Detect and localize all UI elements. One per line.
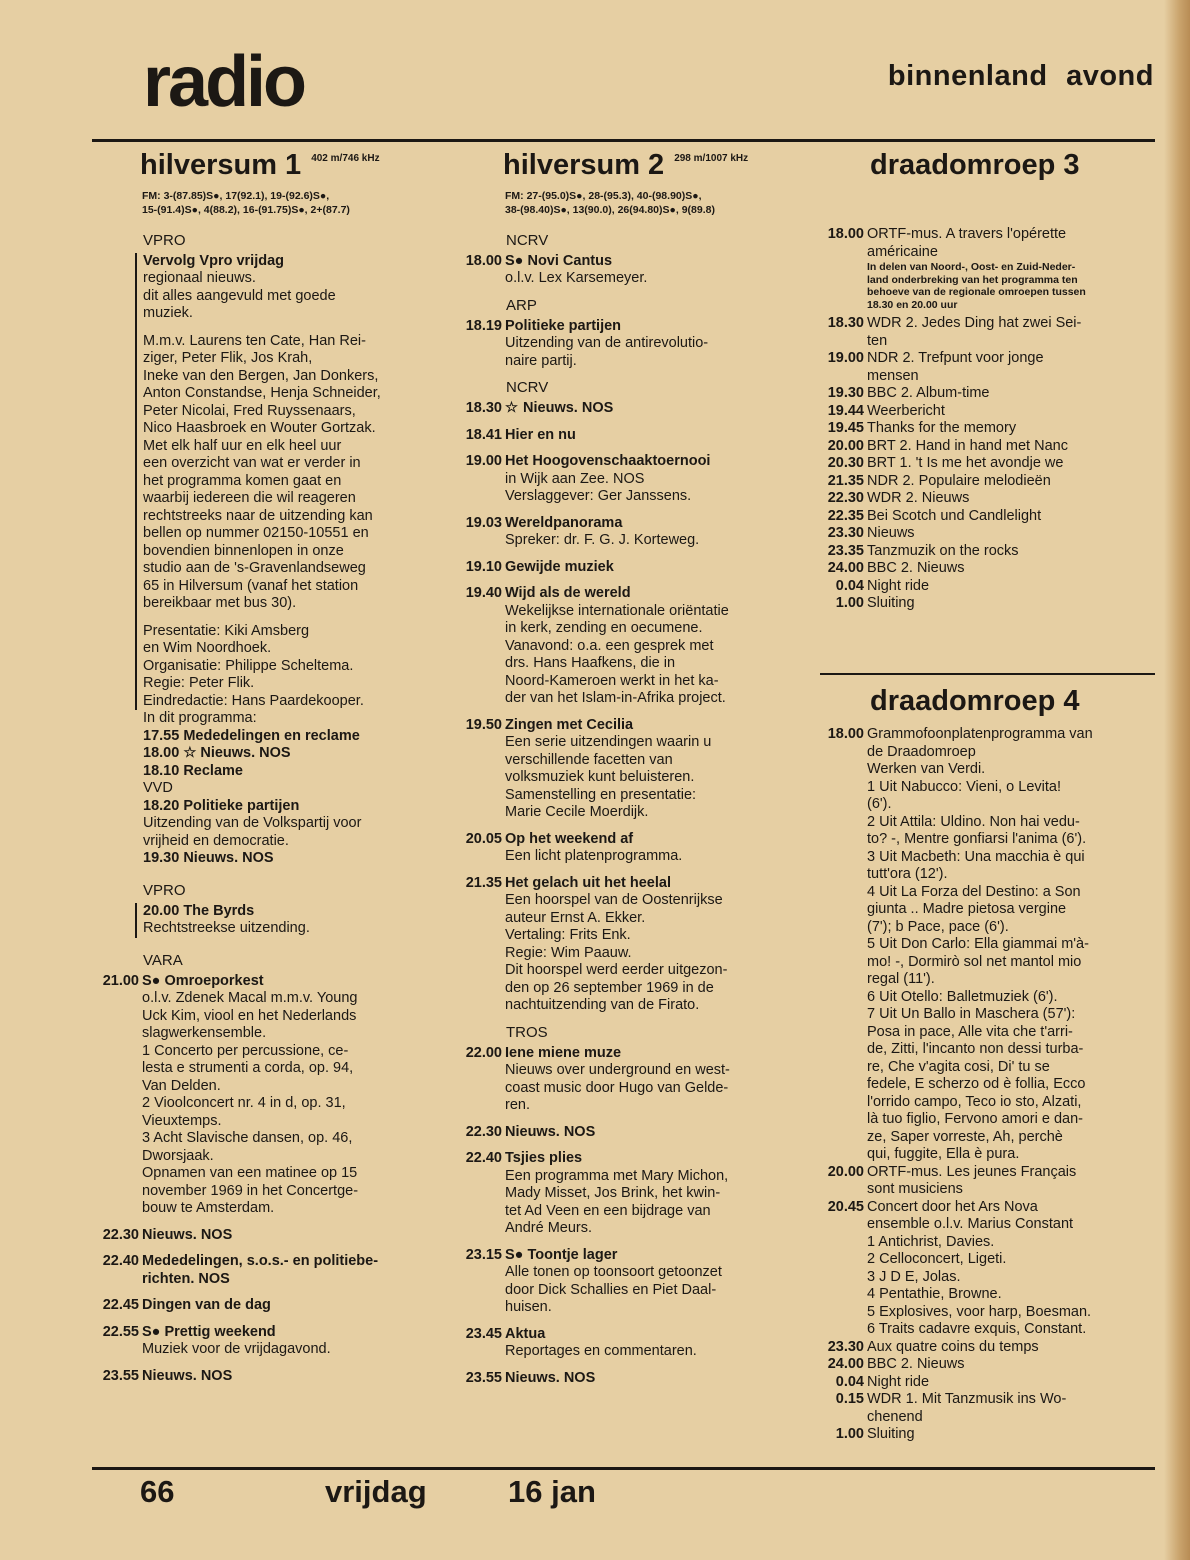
program-description: ORTF-mus. Les jeunes Français sont musiciens [867, 1163, 1077, 1198]
station-name: draadomroep 4 [870, 685, 1080, 717]
schedule-row [815, 473, 1160, 491]
sub-item: 18.20 Politieke partijen [143, 797, 300, 814]
program-description: Tanzmuzik on the rocks [867, 542, 1019, 559]
program-title: Hier en nu [505, 426, 576, 443]
spacer [815, 180, 1160, 226]
program-title: Het gelach uit het heelal [505, 874, 671, 891]
program-time: 18.41 [465, 426, 502, 443]
program-entry [453, 1247, 783, 1317]
program-time: 1.00 [835, 595, 864, 612]
program-time: 23.35 [827, 542, 864, 559]
spacer [143, 323, 440, 333]
program-entry [90, 1297, 440, 1315]
program-entry [453, 515, 783, 550]
program-time: 19.10 [465, 558, 502, 575]
schedule-row [815, 560, 1160, 578]
program-description: Night ride [867, 577, 930, 594]
fm-line: 15-(91.4)S●, 4(88.2), 16-(91.75)S●, 2+(87.7) [142, 204, 350, 217]
station-name: draadomroep 3 [870, 149, 1080, 181]
program-description: BBC 2. Nieuws [867, 560, 965, 577]
program-entry [90, 1227, 440, 1245]
program-time: 18.30 [827, 315, 864, 332]
program-time: 0.15 [835, 1391, 864, 1408]
program-title: Aktua [505, 1325, 546, 1342]
program-description: Bei Scotch und Candlelight [867, 507, 1042, 524]
broadcaster-label: ARP [506, 296, 537, 314]
station-frequency: 298 m/1007 kHz [674, 153, 749, 164]
program-entry [453, 253, 783, 288]
program-time: 23.55 [102, 1367, 139, 1384]
program-time: 22.30 [465, 1123, 502, 1140]
program-time: 19.45 [827, 420, 864, 437]
stereo-icon: S● [142, 972, 161, 989]
program-entry [815, 350, 1160, 385]
program-title: Nieuws. NOS [505, 1369, 596, 1386]
program-description: Een licht platenprogramma. [505, 848, 683, 865]
program-entry [815, 226, 1160, 311]
program-time: 23.55 [465, 1369, 502, 1386]
program-time: 0.04 [835, 1373, 864, 1390]
program-description: Nieuws over underground en west- coast music door Hugo van Gelde- ren. [505, 1062, 730, 1114]
stereo-icon: S● [505, 252, 524, 269]
d3-schedule-list [815, 385, 1160, 613]
station-header [503, 150, 783, 180]
section-title: binnenland avond [887, 60, 1154, 92]
station-frequency: 402 m/746 kHz [311, 153, 380, 164]
column-draadomroep-3 [815, 150, 1160, 613]
program-credits: Presentatie: Kiki Amsberg en Wim Noordhoek. Organisatie: Philippe Scheltema. Regie: Peter Flik. Eindredactie: Hans Paardekooper. [143, 622, 364, 709]
program-time: 24.00 [827, 560, 864, 577]
program-description: Alle tonen op toonsoort getoonzet door Dick Schallies en Piet Daal- huisen. [505, 1264, 722, 1316]
program-description: Een hoorspel van de Oostenrijkse auteur Ernst A. Ekker. Vertaling: Frits Enk. Regie: Wim Paauw. Dit hoorspel werd eerder uitgezon- den op 26 september 1969 in de nachtuitzending van de Firato. [505, 892, 728, 1014]
byrds-block [135, 903, 440, 938]
broadcaster-label: TROS [506, 1023, 548, 1041]
program-title: Het Hoogovenschaaktoernooi [505, 453, 711, 470]
station-header [140, 150, 440, 180]
bottom-rule [92, 1467, 1155, 1470]
program-time: 19.44 [827, 402, 864, 419]
program-time: 21.35 [827, 472, 864, 489]
program-entry [453, 1150, 783, 1238]
program-description: BRT 1. 't Is me het avondje we [867, 455, 1064, 472]
program-title: Nieuws. NOS [523, 400, 614, 417]
broadcaster-label: NCRV [506, 379, 549, 397]
program-entry [453, 559, 783, 577]
fm-line: FM: 3-(87.85)S●, 17(92.1), 19-(92.6)S●, [142, 190, 330, 203]
program-title: 20.00 The Byrds [143, 902, 255, 919]
program-entry [453, 1326, 783, 1361]
program-time: 22.35 [827, 507, 864, 524]
program-entry [815, 315, 1160, 350]
news-star-icon: ☆ [505, 400, 518, 417]
program-entry [453, 717, 783, 822]
program-entry [453, 585, 783, 708]
program-description: o.l.v. Zdenek Macal m.m.v. Young Uck Kim, viool en het Nederlands slagwerkensemble. 1 Concerto per percussione, ce- lesta e strumenti a corda, op. 94, Van Delden. 2 Vioolconcert nr. 4 in d, op. 31, Vieuxtemps. 3 Acht Slavische dansen, op. 46, Dworsjaak. Opnamen van een matinee op 15 november 1969 in het Concertge- bouw te Amsterdam. [142, 990, 359, 1217]
program-entry [453, 875, 783, 1015]
program-entry [90, 973, 440, 1218]
program-title: Op het weekend af [505, 830, 634, 847]
sub-heading: In dit programma: [143, 710, 257, 727]
program-description: WDR 1. Mit Tanzmusik ins Wo- chenend [867, 1391, 1067, 1425]
program-description: Thanks for the memory [867, 420, 1017, 437]
program-time: 18.00 [827, 726, 864, 743]
program-description: Muziek voor de vrijdagavond. [142, 1341, 331, 1358]
program-title: Mededelingen, s.o.s.- en politiebe- richten. NOS [142, 1253, 379, 1287]
schedule-row [815, 595, 1160, 613]
sub-item: 17.55 Mededelingen en reclame [143, 727, 360, 744]
program-time: 0.04 [835, 577, 864, 594]
program-description: Night ride [867, 1373, 930, 1390]
program-entry [453, 1045, 783, 1115]
program-description: Uitzending van de antirevolutio- naire partij. [505, 335, 709, 369]
program-description: WDR 2. Nieuws [867, 490, 970, 507]
program-title: Wereldpanorama [505, 514, 623, 531]
broadcaster-label: VPRO [143, 231, 186, 249]
schedule-row [815, 1339, 1160, 1357]
program-entry [90, 1324, 440, 1359]
program-time: 20.00 [827, 1163, 864, 1180]
column-draadomroep-4 [815, 686, 1160, 1444]
program-time: 19.40 [465, 585, 502, 602]
schedule-row [815, 1374, 1160, 1392]
schedule-row [815, 1391, 1160, 1426]
program-time: 24.00 [827, 1356, 864, 1373]
program-time: 20.45 [827, 1198, 864, 1215]
program-time: 19.03 [465, 514, 502, 531]
masthead: radio [143, 42, 305, 122]
program-description: Aux quatre coins du temps [867, 1338, 1039, 1355]
program-title: Omroeporkest [164, 972, 264, 989]
program-time: 19.30 [827, 385, 864, 402]
page-edge [1164, 0, 1190, 1560]
program-time: 20.00 [827, 437, 864, 454]
program-title: Zingen met Cecilia [505, 716, 634, 733]
d4-schedule-list [815, 726, 1160, 1444]
program-time: 22.45 [102, 1297, 139, 1314]
program-time: 22.40 [102, 1253, 139, 1270]
spacer [815, 716, 1160, 726]
program-entry [453, 453, 783, 506]
program-entry [453, 400, 783, 418]
program-title: Politieke partijen [505, 317, 622, 334]
program-entry [453, 831, 783, 866]
program-time: 21.35 [465, 874, 502, 891]
broadcaster-label: NCRV [506, 231, 549, 249]
schedule-row [815, 1199, 1160, 1339]
program-note: In delen van Noord-, Oost- en Zuid-Neder- land onderbreking van het programma ten behoeve van de regionale omroepen tussen 18.30 en 20.00 uur [867, 261, 1086, 311]
program-time: 18.19 [465, 317, 502, 334]
schedule-row [815, 1426, 1160, 1444]
top-rule [92, 139, 1155, 142]
program-description: in Wijk aan Zee. NOS Verslaggever: Ger Janssens. [505, 470, 692, 505]
station-name: hilversum 2 [503, 149, 665, 181]
fm-line: 38-(98.40)S●, 13(90.0), 26(94.80)S●, 9(89.8) [505, 204, 715, 217]
schedule-row [815, 455, 1160, 473]
sub-item: 18.10 Reclame [143, 762, 243, 779]
station-name: hilversum 1 [140, 149, 302, 181]
program-title: Gewijde muziek [505, 558, 614, 575]
column-hilversum-2 [453, 150, 783, 1396]
footer-date: 16 jan [508, 1474, 596, 1509]
footer-day: vrijdag [325, 1474, 427, 1509]
program-description: Weerbericht [867, 402, 945, 419]
program-description: BBC 2. Nieuws [867, 1356, 965, 1373]
schedule-row [815, 438, 1160, 456]
program-description: Sluiting [867, 595, 915, 612]
program-description: NDR 2. Populaire melodieën [867, 472, 1051, 489]
program-title: Iene miene muze [505, 1044, 622, 1061]
schedule-row [815, 420, 1160, 438]
schedule-row [815, 1356, 1160, 1374]
program-description: Nieuws [867, 525, 915, 542]
program-description: Een serie uitzendingen waarin u verschillende facetten van volksmuziek kunt beluisteren. Samenstelling en presentatie: Marie Cecile Moerdijk. [505, 734, 712, 821]
schedule-row [815, 726, 1160, 1164]
program-time: 23.30 [827, 525, 864, 542]
program-description: Sluiting [867, 1426, 915, 1443]
program-title: Tsjies plies [505, 1150, 583, 1167]
schedule-row [815, 403, 1160, 421]
program-credits: M.m.v. Laurens ten Cate, Han Rei- ziger, Peter Flik, Jos Krah, Ineke van den Bergen, Jan Donkers, Anton Constandse, Henja Schneider, Peter Nicolai, Fred Ruyssenaars, Nico Haasbroek en Wouter Gortzak. Met elk half uur en elk heel uur een overzicht van wat er verder in het programma komen gaat en waarbij iedereen die wil reageren rechtstreeks naar de uitzending kan bellen op nummer 02150-10551 en bovendien binnenlopen in onze studio aan de 's-Gravenlandseweg 65 in Hilversum (vanaf het station bereikbaar met bus 30). [143, 332, 381, 612]
schedule-row [815, 508, 1160, 526]
program-time: 22.00 [465, 1044, 502, 1061]
program-time: 18.00 [465, 252, 502, 269]
program-time: 19.50 [465, 716, 502, 733]
program-time: 22.40 [465, 1150, 502, 1167]
program-title: Toontje lager [527, 1246, 618, 1263]
program-description: regionaal nieuws. dit alles aangevuld met goede muziek. [143, 270, 336, 322]
program-description: Rechtstreekse uitzending. [143, 920, 310, 937]
schedule-row [815, 578, 1160, 596]
schedule-row [815, 525, 1160, 543]
program-description: Grammofoonplatenprogramma van de Draadomroep Werken van Verdi. 1 Uit Nabucco: Vieni, o Levita! (6'). 2 Uit Attila: Uldino. Non hai vedu- to? -, Mentre gonfiarsi l'anima (6'). 3 Uit Macbeth: Una macchia è qui tutt'ora (12'). 4 Uit La Forza del Destino: a Son giunta .. Madre pietosa vergine (7'); b Pace, pace (6'). 5 Uit Don Carlo: Ella giammai m'à- mo! -, Dormirò sol net mantol mio regal (11'). 6 Uit Otello: Balletmuziek (6'). 7 Uit Un Ballo in Maschera (57'): Posa in pace, Alle vita che t'arri- de, Zitti, l'incanto non dessi turba- re, Che v'agita cosi, Di' tu se fedele, E scherzo od è follia, Ecco l'orrido campo, Teco io sto, Alzati, là tuo figlio, Fervono amori e dan- ze, Saper vorreste, Ah, perchè qui, fuggite, Ella è pura. [867, 726, 1093, 1163]
program-description: o.l.v. Lex Karsemeyer. [505, 270, 648, 287]
program-entry [453, 1124, 783, 1142]
sub-item: 18.00 ☆ Nieuws. NOS [143, 745, 291, 762]
program-description: Spreker: dr. F. G. J. Korteweg. [505, 532, 700, 549]
program-time: 20.05 [465, 830, 502, 847]
schedule-row [815, 385, 1160, 403]
sub-programs [143, 710, 440, 868]
program-time: 20.30 [827, 455, 864, 472]
spacer [143, 613, 440, 623]
program-time: 23.15 [465, 1246, 502, 1263]
program-time: 22.55 [102, 1323, 139, 1340]
program-title: Nieuws. NOS [142, 1226, 233, 1243]
program-time: 18.00 [827, 226, 864, 243]
program-description: Concert door het Ars Nova ensemble o.l.v. Marius Constant 1 Antichrist, Davies. 2 Celloconcert, Ligeti. 3 J D E, Jolas. 4 Pentathie, Browne. 5 Explosives, voor harp, Boesman. 6 Traits cadavre exquis, Constant. [867, 1198, 1092, 1338]
program-description: Wekelijkse internationale oriëntatie in kerk, zending en oecumene. Vanavond: o.a. een gesprek met drs. Hans Haafkens, die in Noord-Kameroen werkt in het ka- der van het Islam-in-Afrika project. [505, 602, 729, 707]
program-description: Een programma met Mary Michon, Mady Misset, Jos Brink, het kwin- tet Ad Veen en een bijdrage van André Meurs. [505, 1167, 729, 1237]
program-time: 1.00 [835, 1426, 864, 1443]
program-title: Wijd als de wereld [505, 585, 631, 602]
program-entry [453, 318, 783, 371]
program-description: BRT 2. Hand in hand met Nanc [867, 437, 1068, 454]
program-title: Vervolg Vpro vrijdag [143, 252, 285, 269]
program-time: 23.30 [827, 1338, 864, 1355]
program-title: Prettig weekend [164, 1323, 276, 1340]
program-description: Uitzending van de Volkspartij voor vrijheid en democratie. [143, 815, 362, 849]
schedule-row [815, 1164, 1160, 1199]
program-title: Novi Cantus [527, 252, 613, 269]
fm-line: FM: 27-(95.0)S●, 28-(95.3), 40-(98.90)S●, [505, 190, 702, 203]
vpro-block [135, 253, 440, 711]
program-description: NDR 2. Trefpunt voor jonge mensen [867, 350, 1044, 384]
program-title: Nieuws. NOS [142, 1367, 233, 1384]
schedule-row [815, 543, 1160, 561]
program-time: 19.00 [827, 350, 864, 367]
column-hilversum-1 [90, 150, 440, 1394]
broadcaster-label: VPRO [143, 881, 186, 899]
program-description: WDR 2. Jedes Ding hat zwei Sei- ten [867, 315, 1082, 349]
broadcaster-label: VARA [143, 951, 183, 969]
program-description: ORTF-mus. A travers l'opérette américaine [867, 226, 1067, 260]
program-description: BBC 2. Album-time [867, 385, 990, 402]
fm-frequencies [142, 190, 440, 217]
stereo-icon: S● [142, 1323, 161, 1340]
fm-frequencies [505, 190, 783, 217]
program-time: 22.30 [827, 490, 864, 507]
program-time: 19.00 [465, 453, 502, 470]
stereo-icon: S● [505, 1246, 524, 1263]
program-title: Nieuws. NOS [505, 1123, 596, 1140]
schedule-row [815, 490, 1160, 508]
program-time: 23.45 [465, 1325, 502, 1342]
program-entry [453, 1370, 783, 1388]
program-time: 18.30 [465, 400, 502, 417]
program-entry [90, 1368, 440, 1386]
program-time: 22.30 [102, 1226, 139, 1243]
page-number: 66 [140, 1474, 175, 1509]
column-rule [820, 673, 1155, 675]
program-entry [90, 1253, 440, 1288]
program-entry [453, 427, 783, 445]
sub-item: 19.30 Nieuws. NOS [143, 850, 274, 867]
program-time: 21.00 [102, 972, 139, 989]
program-title: Dingen van de dag [142, 1297, 271, 1314]
program-description: Reportages en commentaren. [505, 1343, 697, 1360]
broadcaster-label: VVD [143, 780, 173, 797]
